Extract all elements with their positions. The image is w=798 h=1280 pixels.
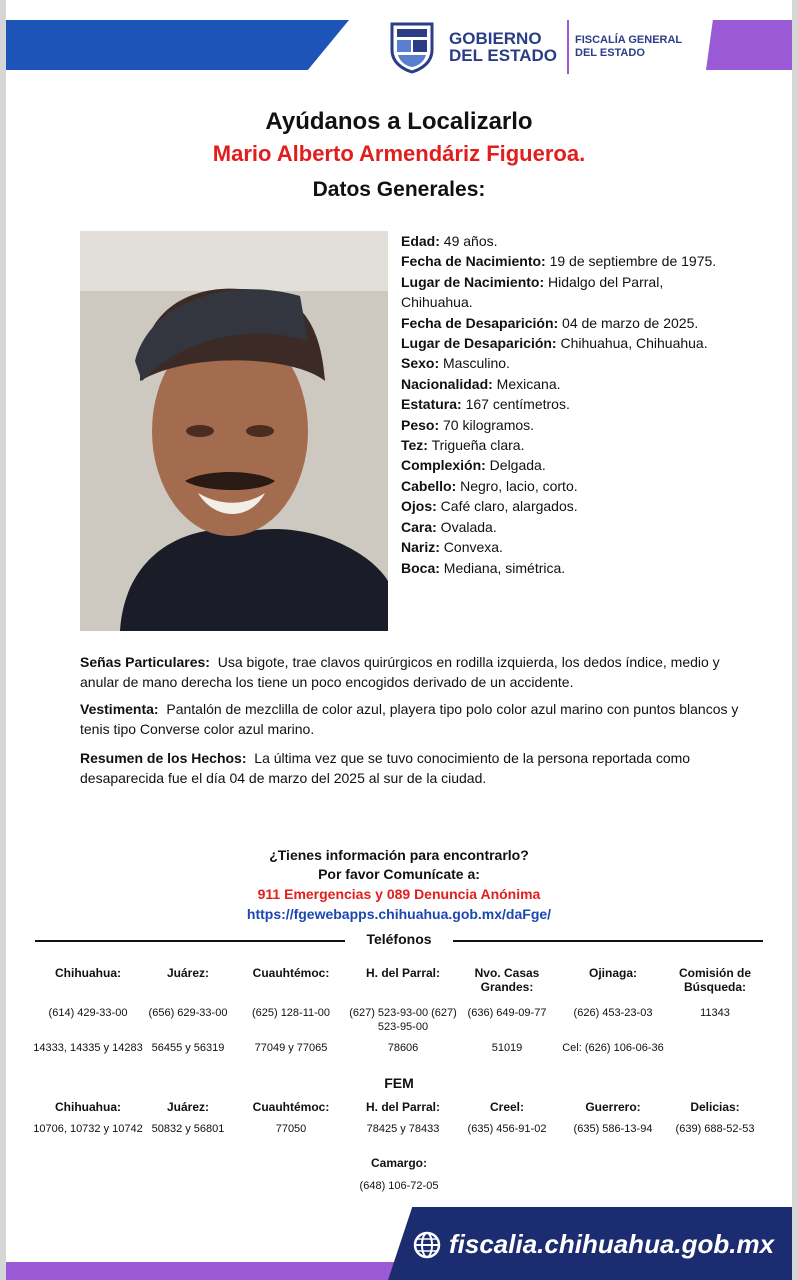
portrait-illustration (80, 231, 388, 631)
detail-row (401, 313, 721, 333)
telefonos-phone: 11343 (700, 1007, 730, 1019)
detail-label: Nariz: (401, 539, 440, 556)
detail-row (401, 435, 721, 455)
detail-row (401, 333, 721, 353)
resumen-text: La última vez que se tuvo conocimiento de la persona reportada como desaparecida fue el día 04 de marzo del 2025 al sur de la ciudad. (80, 750, 691, 786)
footer-website[interactable]: fiscalia.chihuahua.gob.mx (449, 1229, 775, 1259)
fem-header: Creel: (489, 1100, 524, 1114)
detail-row (401, 558, 721, 578)
detail-value: Delgada. (485, 457, 546, 474)
detail-label: Peso: (401, 416, 440, 433)
detail-value: Masculino. (439, 355, 510, 372)
detail-value: Convexa. (439, 539, 503, 556)
gov-line1: GOBIERNO (449, 29, 542, 48)
section-subtitle: Datos Generales: (312, 178, 486, 201)
detail-row (401, 374, 721, 394)
detail-value: Mediana, simétrica. (439, 559, 566, 576)
telefonos-phone: (656) 629-33-00 (148, 1007, 228, 1019)
footer-purple-band (6, 1262, 396, 1280)
detail-value: 49 años. (439, 233, 498, 249)
detail-row (401, 272, 721, 313)
telefonos-phone: (636) 649-09-77 (467, 1007, 547, 1019)
detail-label: Lugar de Nacimiento: (401, 273, 545, 290)
detail-value: Trigueña clara. (427, 437, 525, 454)
general-data-list (401, 231, 721, 578)
detail-label: Fecha de Nacimiento: (401, 253, 546, 270)
report-link[interactable]: https://fgewebapps.chihuahua.gob.mx/daFge/ (246, 906, 552, 922)
telefonos-header: H. del Parral: (365, 966, 441, 980)
telefonos-extension: 77049 y 77065 (254, 1042, 328, 1054)
telefonos-extension: 78606 (387, 1042, 419, 1054)
page-title: Ayúdanos a Localizarlo (265, 108, 533, 135)
detail-row (401, 353, 721, 373)
state-shield-icon (389, 20, 435, 74)
detail-value: Negro, lacio, corto. (456, 477, 578, 494)
fem-header: Guerrero: (585, 1100, 641, 1114)
header-purple-band (706, 20, 792, 70)
fem-header: H. del Parral: (365, 1100, 441, 1114)
detail-label: Boca: (401, 559, 440, 576)
telefonos-extension: 51019 (491, 1042, 523, 1054)
detail-label: Estatura: (401, 396, 462, 413)
detail-value: 19 de septiembre de 1975. (545, 253, 717, 270)
detail-label: Tez: (401, 437, 428, 454)
detail-row (401, 476, 721, 496)
detail-value: Hidalgo del Parral, Chihuahua. (401, 273, 664, 311)
emergency-numbers: 911 Emergencias y 089 Denuncia Anónima (257, 886, 541, 902)
telefonos-rule-right (453, 940, 763, 942)
detail-row (401, 394, 721, 414)
telefonos-phone: (626) 453-23-03 (573, 1007, 653, 1019)
person-name: Mario Alberto Armendáriz Figueroa. (212, 141, 586, 166)
detail-row (401, 496, 721, 516)
government-logo (389, 20, 682, 74)
detail-value: Chihuahua, Chihuahua. (556, 335, 708, 352)
telefonos-extension: 56455 y 56319 (151, 1042, 225, 1054)
resumen-label: Resumen de los Hechos: (80, 750, 247, 766)
detail-row (401, 537, 721, 557)
detail-value: Mexicana. (492, 375, 561, 392)
logo-divider (567, 20, 569, 74)
telefonos-phone: (614) 429-33-00 (48, 1007, 128, 1019)
fem-value: 50832 y 56801 (151, 1123, 225, 1135)
detail-row (401, 251, 721, 271)
detail-row (401, 455, 721, 475)
globe-icon (412, 1230, 442, 1260)
telefonos-header: Chihuahua: (55, 966, 121, 980)
fem-header: Juárez: (166, 1100, 210, 1114)
detail-label: Fecha de Desaparición: (401, 314, 559, 331)
detail-label: Ojos: (401, 498, 437, 515)
resumen-hechos (80, 748, 740, 788)
detail-label: Complexión: (401, 457, 486, 474)
fem-value: 77050 (275, 1123, 307, 1135)
detail-label: Cabello: (401, 477, 457, 494)
telefonos-header: Juárez: (166, 966, 210, 980)
detail-label: Lugar de Desaparición: (401, 335, 557, 352)
header-blue-band (6, 20, 349, 70)
telefonos-extension: 14333, 14335 y 14283 (33, 1042, 143, 1054)
detail-row (401, 517, 721, 537)
fem-value: 10706, 10732 y 10742 (33, 1123, 143, 1135)
telefonos-header: Ojinaga: (588, 966, 637, 980)
detail-label: Sexo: (401, 355, 440, 372)
telefonos-header: Cuauhtémoc: (252, 966, 330, 980)
detail-value: 70 kilogramos. (439, 416, 535, 433)
detail-row (401, 231, 721, 251)
contact-please: Por favor Comunícate a: (318, 866, 480, 882)
detail-value: 167 centímetros. (461, 396, 570, 413)
contact-question: ¿Tienes información para encontrarlo? (269, 847, 529, 863)
vestimenta (80, 699, 740, 739)
fem-value: (639) 688-52-53 (675, 1123, 755, 1135)
person-photo (80, 231, 388, 631)
vestimenta-label: Vestimenta: (80, 701, 159, 717)
fisc-line2: DEL ESTADO (575, 47, 645, 59)
detail-value: Café claro, alargados. (436, 498, 578, 515)
gobierno-text (449, 30, 557, 64)
detail-label: Nacionalidad: (401, 375, 493, 392)
telefonos-extension: Cel: (626) 106-06-36 (562, 1042, 664, 1054)
senas-particulares (80, 652, 740, 692)
camargo-header: Camargo: (370, 1156, 427, 1170)
fem-value: (635) 456-91-02 (467, 1123, 547, 1135)
telefonos-phone: (625) 128-11-00 (251, 1007, 331, 1019)
fiscalia-text (575, 34, 682, 60)
telefonos-phone: (627) 523-93-00 (627) 523-95-00 (349, 1007, 457, 1033)
fem-value: (635) 586-13-94 (573, 1123, 653, 1135)
detail-label: Edad: (401, 233, 440, 249)
telefonos-title: Teléfonos (366, 931, 432, 947)
vestimenta-text: Pantalón de mezclilla de color azul, playera tipo polo color azul marino con puntos blancos y tenis tipo Converse color azul marino. (80, 701, 739, 737)
fisc-line1: FISCALÍA GENERAL (575, 34, 683, 46)
fem-value: 78425 y 78433 (366, 1123, 440, 1135)
detail-value: 04 de marzo de 2025. (558, 314, 699, 331)
telefonos-header: Comisión de Búsqueda: (678, 966, 751, 994)
fem-header: Chihuahua: (55, 1100, 121, 1114)
fem-title: FEM (384, 1075, 414, 1091)
detail-label: Cara: (401, 518, 437, 535)
camargo-phone: (648) 106-72-05 (359, 1180, 439, 1192)
gov-line2: DEL ESTADO (449, 46, 557, 65)
fem-header: Delicias: (690, 1100, 740, 1114)
detail-row (401, 415, 721, 435)
senas-label: Señas Particulares: (80, 654, 210, 670)
fem-header: Cuauhtémoc: (252, 1100, 330, 1114)
detail-value: Ovalada. (436, 518, 497, 535)
telefonos-header: Nvo. Casas Grandes: (474, 966, 540, 994)
senas-text: Usa bigote, trae clavos quirúrgicos en rodilla izquierda, los dedos índice, medio y anular de mano derecha los tiene un poco encogidos derivado de un accidente. (80, 654, 720, 690)
